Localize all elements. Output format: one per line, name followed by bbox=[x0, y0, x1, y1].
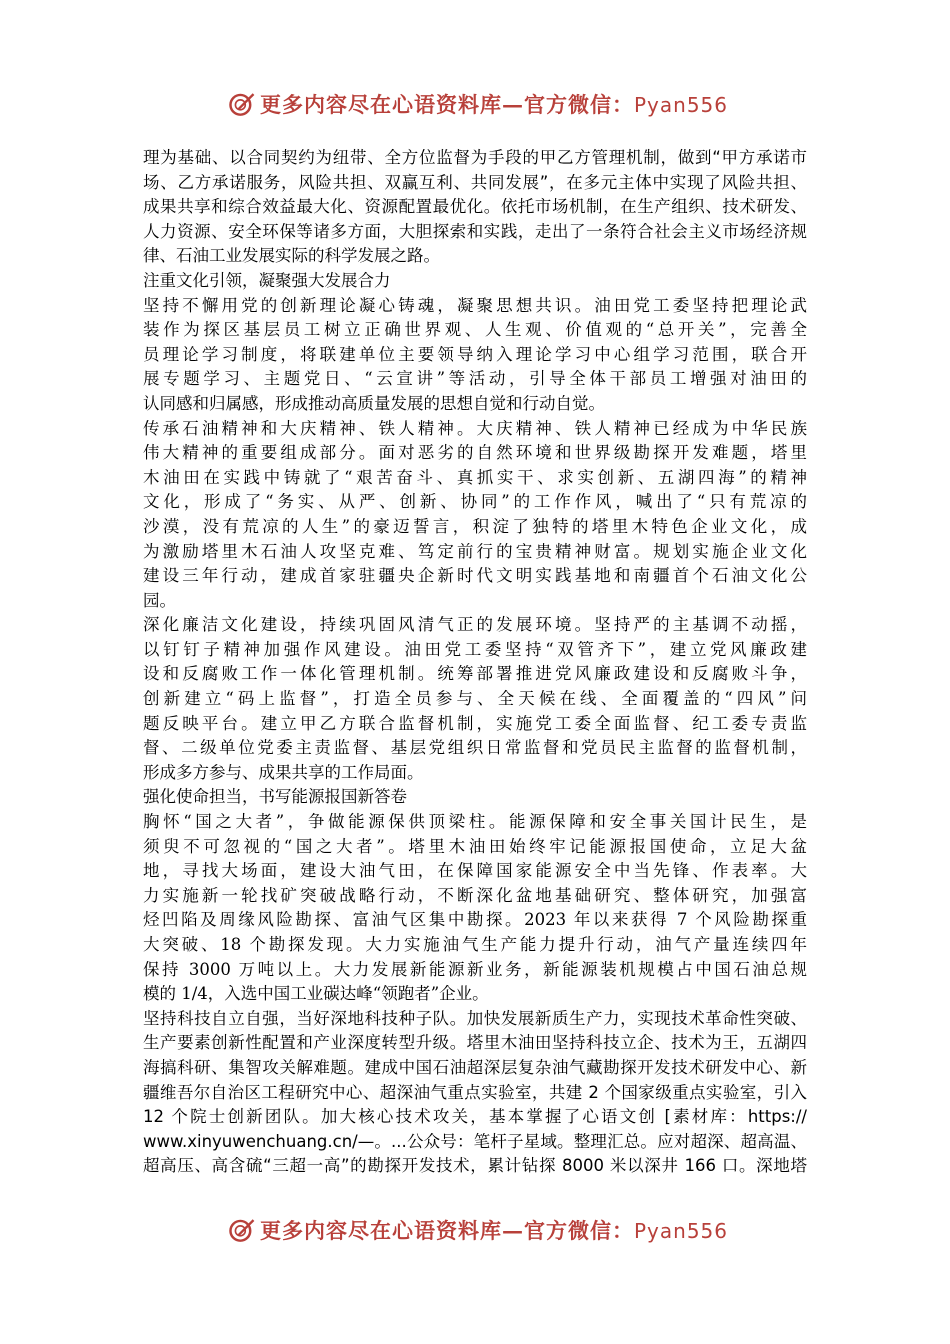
section-heading-mission: 强化使命担当，书写能源报国新答卷 bbox=[143, 787, 407, 807]
text-line: 伟大精神的重要组成部分。面对恶劣的自然环境和世界级勘探开发难题，塔里 bbox=[143, 443, 807, 463]
text-line: 12 个院士创新团队。加大核心技术攻关，基本掌握了心语文创 [素材库：https:// bbox=[143, 1107, 807, 1127]
text-line: 大突破、18 个勘探发现。大力实施油气生产能力提升行动，油气产量连续四年 bbox=[143, 935, 807, 954]
text-line: 保持 3000 万吨以上。大力发展新能源新业务，新能源装机规模占中国石油总规 bbox=[143, 959, 807, 979]
text-line: 坚持不懈用党的创新理论凝心铸魂，凝聚思想共识。油田党工委坚持把理论武 bbox=[143, 295, 807, 315]
text-line: 传承石油精神和大庆精神、铁人精神。大庆精神、铁人精神已经成为中华民族 bbox=[143, 418, 807, 438]
text-line: 烃凹陷及周缘风险勘探、富油气区集中勘探。2023 年以来获得 7 个风险勘探重 bbox=[143, 910, 807, 930]
text-line: 装作为探区基层员工树立正确世界观、人生观、价值观的“总开关”，完善全 bbox=[143, 320, 807, 340]
text-line: 督、二级单位党委主责监督、基层党组织日常监督和党员民主监督的监督机制， bbox=[143, 738, 807, 758]
text-line: 创新建立“码上监督”，打造全员参与、全天候在线、全面覆盖的“四风”问 bbox=[143, 689, 807, 709]
text-line: 展专题学习、主题党日、“云宣讲”等活动，引导全体干部员工增强对油田的 bbox=[143, 369, 807, 389]
text-line: 场、乙方承诺服务，风险共担、双赢互利、共同发展”，在多元主体中实现了风险共担、 bbox=[143, 172, 807, 192]
text-line: 人力资源、安全环保等诸多方面，大胆探索和实践，走出了一条符合社会主义市场经济规 bbox=[143, 221, 807, 241]
text-line: 理为基础、以合同契约为纽带、全方位监督为手段的甲乙方管理机制，做到“甲方承诺市 bbox=[143, 148, 807, 167]
text-line: 文化，形成了“务实、从严、创新、协同”的工作作风，喊出了“只有荒凉的 bbox=[143, 492, 807, 512]
text-line: 地，寻找大场面，建设大油气田，在保障国家能源安全中当先锋、作表率。大 bbox=[143, 861, 807, 881]
text-line: 胸怀“国之大者”，争做能源保供顶梁柱。能源保障和安全事关国计民生，是 bbox=[143, 812, 807, 832]
banner-text: 更多内容尽在心语资料库—官方微信：Pyan556 bbox=[259, 92, 728, 117]
footer-watermark-banner bbox=[228, 1210, 728, 1250]
text-line: 题反映平台。建立甲乙方联合监督机制，实施党工委全面监督、纪工委专责监 bbox=[143, 713, 807, 733]
pen-swirl-logo-icon bbox=[228, 87, 256, 121]
paragraph-market-mechanism bbox=[143, 146, 807, 269]
text-line: 员理论学习制度，将联建单位主要领导纳入理论学习中心组学习范围，联合开 bbox=[143, 344, 807, 364]
text-line: www.xinyuwenchuang.cn/—。...公众号：笔杆子星域。整理汇总。应对超深、超高温、 bbox=[143, 1131, 807, 1151]
text-line: 律、石油工业发展实际的科学发展之路。 bbox=[143, 246, 440, 266]
text-line: 模的 1/4，入选中国工业碳达峰“领跑者”企业。 bbox=[143, 984, 489, 1004]
paragraph-theory bbox=[143, 294, 807, 417]
text-line: 园。 bbox=[143, 590, 176, 610]
text-line: 认同感和归属感，形成推动高质量发展的思想自觉和行动自觉。 bbox=[143, 393, 605, 413]
text-line: 为激励塔里木石油人攻坚克难、笃定前行的宝贵精神财富。规划实施企业文化 bbox=[143, 541, 807, 561]
text-line: 生产要素创新性配置和产业深度转型升级。塔里木油田坚持科技立企、技术为王，五湖四 bbox=[143, 1033, 807, 1053]
text-line: 坚持科技自立自强，当好深地科技种子队。加快发展新质生产力，实现技术革命性突破、 bbox=[143, 1008, 807, 1028]
paragraph-energy-supply bbox=[143, 810, 807, 1007]
text-line: 深化廉洁文化建设，持续巩固风清气正的发展环境。坚持严的主基调不动摇， bbox=[143, 615, 807, 635]
text-line: 以钉钉子精神加强作风建设。油田党工委坚持“双管齐下”，建立党风廉政建 bbox=[143, 639, 807, 659]
header-watermark-banner bbox=[228, 84, 728, 124]
paragraph-technology bbox=[143, 1007, 807, 1179]
text-line: 疆维吾尔自治区工程研究中心、超深油气重点实验室，共建 2 个国家级重点实验室，引入 bbox=[143, 1082, 807, 1102]
paragraph-integrity bbox=[143, 613, 807, 785]
text-line: 力实施新一轮找矿突破战略行动，不断深化盆地基础研究、整体研究，加强富 bbox=[143, 885, 807, 905]
paragraph-oil-spirit bbox=[143, 417, 807, 614]
pen-swirl-logo-icon bbox=[228, 1213, 256, 1247]
document-body bbox=[143, 146, 807, 1179]
text-line: 设和反腐败工作一体化管理机制。统筹部署推进党风廉政建设和反腐败斗争， bbox=[143, 664, 807, 684]
text-line: 沙漠，没有荒凉的人生”的豪迈誓言，积淀了独特的塔里木特色企业文化，成 bbox=[143, 516, 807, 536]
text-line: 形成多方参与、成果共享的工作局面。 bbox=[143, 762, 424, 782]
banner-text: 更多内容尽在心语资料库—官方微信：Pyan556 bbox=[259, 1218, 728, 1243]
text-line: 须臾不可忽视的“国之大者”。塔里木油田始终牢记能源报国使命，立足大盆 bbox=[143, 836, 807, 856]
text-line: 成果共享和综合效益最大化、资源配置最优化。依托市场机制，在生产组织、技术研发、 bbox=[143, 197, 807, 217]
text-line: 建设三年行动，建成首家驻疆央企新时代文明实践基地和南疆首个石油文化公 bbox=[143, 566, 807, 586]
section-heading-culture: 注重文化引领，凝聚强大发展合力 bbox=[143, 270, 391, 290]
text-line: 海搞科研、集智攻关解难题。建成中国石油超深层复杂油气藏勘探开发技术研发中心、新 bbox=[143, 1057, 807, 1077]
text-line: 超高压、高含硫“三超一高”的勘探开发技术，累计钻探 8000 米以深井 166 口。深地塔 bbox=[143, 1156, 807, 1176]
text-line: 木油田在实践中铸就了“艰苦奋斗、真抓实干、求实创新、五湖四海”的精神 bbox=[143, 467, 807, 487]
